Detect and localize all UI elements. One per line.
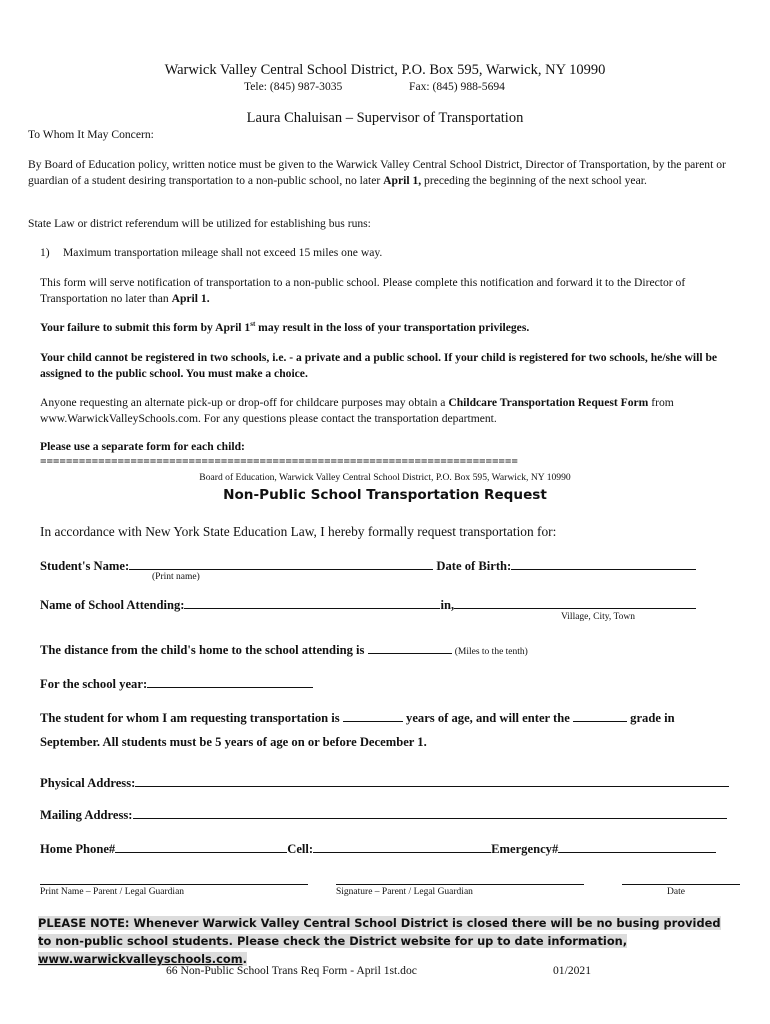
- school-year-row: [40, 675, 313, 692]
- age-label: The student for whom I am requesting transportation is: [40, 711, 340, 725]
- school-label: Name of School Attending:: [40, 598, 185, 612]
- failure-warning-text-end: may result in the loss of your transportation privileges.: [255, 320, 530, 334]
- signature-caption: Signature – Parent / Legal Guardian: [336, 887, 473, 897]
- age-grade-row: [40, 709, 675, 726]
- home-phone-field[interactable]: [115, 840, 287, 853]
- date-caption: Date: [667, 887, 685, 897]
- policy-deadline: April 1,: [383, 174, 422, 187]
- mileage-rule: Maximum transportation mileage shall not exceed 15 miles one way.: [63, 246, 383, 259]
- mailing-address-label: Mailing Address:: [40, 808, 133, 822]
- distance-label: The distance from the child's home to the school attending is: [40, 643, 365, 657]
- school-location-field[interactable]: [454, 596, 696, 609]
- policy-text: By Board of Education policy, written notice must be given to the Warwick Valley Central School District, Director of Transportation, by the parent or guardian of a student desiring transportation to a non-public school, no later: [28, 158, 726, 187]
- district-website-link[interactable]: www.warwickvalleyschools.com: [38, 952, 243, 966]
- physical-address-label: Physical Address:: [40, 776, 136, 790]
- childcare-form-name: Childcare Transportation Request Form: [448, 396, 649, 409]
- list-number: 1): [40, 246, 50, 259]
- cell-label: Cell:: [287, 842, 314, 856]
- print-name-caption: Print Name – Parent / Legal Guardian: [40, 887, 185, 897]
- miles-note: (Miles to the tenth): [454, 647, 528, 657]
- failure-warning: [40, 320, 529, 334]
- cell-field[interactable]: [313, 840, 491, 853]
- school-year-field[interactable]: [147, 675, 313, 688]
- childcare-paragraph: [40, 395, 730, 427]
- supervisor-line: Laura Chaluisan – Supervisor of Transportation: [246, 110, 524, 126]
- phone-row: [40, 840, 716, 857]
- closure-note-end: .: [242, 952, 247, 966]
- date-line[interactable]: [622, 884, 740, 885]
- district-address: Warwick Valley Central School District, P.O. Box 595, Warwick, NY 10990: [164, 62, 606, 78]
- grade-field[interactable]: [573, 709, 627, 722]
- mailing-address-field[interactable]: [133, 806, 727, 819]
- footer-filename: 66 Non-Public School Trans Req Form - April 1st.doc: [166, 964, 417, 977]
- grade-label: years of age, and will enter the: [406, 711, 570, 725]
- district-fax: Fax: (845) 988-5694: [409, 80, 505, 93]
- district-phone: Tele: (845) 987-3035: [244, 80, 343, 93]
- form-title: Non-Public School Transportation Request: [223, 487, 547, 503]
- dob-field[interactable]: [511, 557, 696, 570]
- physical-address-field[interactable]: [135, 774, 729, 787]
- mailing-address-row: [40, 806, 727, 823]
- school-name-field[interactable]: [184, 596, 440, 609]
- registration-warning: Your child cannot be registered in two schools, i.e. - a private and a public school. If your child is registered for two schools, he/she will be assigned to the public school. You must make a choice.: [40, 351, 718, 380]
- failure-warning-text: Your failure to submit this form by April 1: [40, 320, 251, 334]
- grade-in-label: grade in: [630, 711, 675, 725]
- salutation: To Whom It May Concern:: [28, 128, 154, 141]
- student-name-label: Student's Name:: [40, 559, 130, 573]
- emergency-label: Emergency#: [491, 842, 559, 856]
- notification-deadline: April 1.: [171, 292, 210, 305]
- signature-line[interactable]: [336, 884, 584, 885]
- policy-text-end: preceding the beginning of the next school year.: [421, 174, 647, 187]
- form-intro: In accordance with New York State Education Law, I hereby formally request transportation for:: [40, 524, 557, 539]
- distance-row: [40, 641, 528, 658]
- student-name-row: [40, 557, 696, 574]
- divider-line: ==========================================================================: [40, 455, 518, 468]
- school-year-label: For the school year:: [40, 677, 148, 691]
- failure-warning-sup: st: [250, 320, 256, 328]
- age-field[interactable]: [343, 709, 403, 722]
- print-name-line[interactable]: [40, 884, 308, 885]
- september-note: September. All students must be 5 years of age on or before December 1.: [40, 735, 427, 749]
- state-law-line: State Law or district referendum will be utilized for establishing bus runs:: [28, 217, 371, 230]
- footer-date: 01/2021: [553, 964, 592, 977]
- student-name-field[interactable]: [129, 557, 433, 570]
- closure-note-highlight: [38, 916, 721, 966]
- notification-text: This form will serve notification of transportation to a non-public school. Please complete this notification and forward it to the Director of Transportation no later than: [40, 276, 686, 305]
- emergency-field[interactable]: [558, 840, 716, 853]
- village-city-town-hint: Village, City, Town: [561, 612, 635, 622]
- dob-label: Date of Birth:: [436, 559, 512, 573]
- print-name-hint: (Print name): [152, 572, 200, 582]
- policy-paragraph: [28, 157, 733, 189]
- home-phone-label: Home Phone#: [40, 842, 116, 856]
- school-row: [40, 596, 696, 613]
- childcare-text-end: from www.WarwickValleySchools.com. For any questions please contact the transportation department.: [40, 396, 674, 425]
- separate-form-note: Please use a separate form for each child:: [40, 440, 245, 453]
- board-address: Board of Education, Warwick Valley Central School District, P.O. Box 595, Warwick, NY 10990: [199, 472, 571, 483]
- closure-note: [38, 914, 732, 968]
- physical-address-row: [40, 774, 729, 791]
- childcare-text: Anyone requesting an alternate pick-up or drop-off for childcare purposes may obtain a: [40, 396, 449, 409]
- distance-field[interactable]: [368, 641, 452, 654]
- closure-note-text: PLEASE NOTE: Whenever Warwick Valley Central School District is closed there will be no busing provided to non-public school students. Please check the District website for up to date information,: [38, 916, 721, 948]
- school-in-label: in,: [440, 598, 455, 612]
- notification-paragraph: [40, 275, 730, 307]
